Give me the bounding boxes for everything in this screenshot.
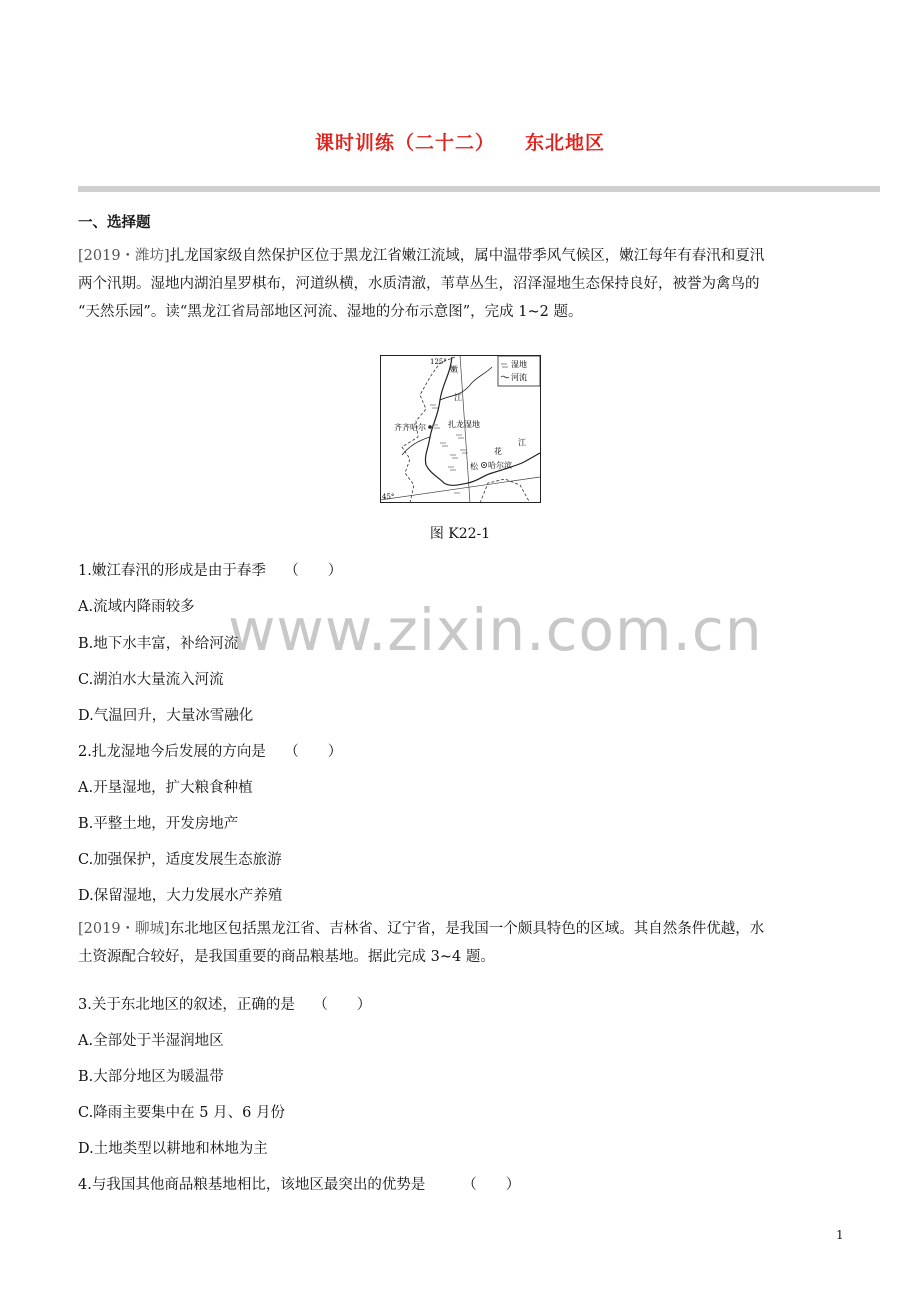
legend-wetland-label: 湿地: [511, 360, 527, 369]
latitude-label: 45°: [382, 493, 395, 501]
q2-option-a: A.开垦湿地，扩大粮食种植: [78, 780, 253, 796]
intro-text: 土资源配合较好，是我国重要的商品粮基地。据此完成 3~4 题。: [78, 949, 495, 965]
page-title: [0, 128, 920, 155]
q1-option-c: C.湖泊水大量流入河流: [78, 672, 224, 688]
q1-option-d: D.气温回升，大量冰雪融化: [78, 708, 254, 724]
question-4-stem: 4.与我国其他商品粮基地相比，该地区最突出的优势是 （ ）: [78, 1177, 521, 1193]
intro-text: 两个汛期。湿地内湖泊星罗棋布，河道纵横，水质清澈，苇草丛生，沼泽湿地生态保持良好，被誉为禽鸟的: [78, 276, 760, 292]
answer-bracket: （ ）: [284, 744, 343, 760]
answer-bracket: （ ）: [313, 997, 372, 1013]
river-char-song: 松: [470, 462, 478, 471]
zhalong-label: 扎龙湿地: [448, 420, 480, 429]
figure-caption: 图 K22-1: [429, 526, 491, 542]
title-main: 课时训练（二十二）: [314, 132, 495, 154]
longitude-label: 125°: [430, 358, 447, 366]
river-char-jiang: 江: [454, 393, 462, 402]
city-qiqihar: 齐齐哈尔: [394, 423, 426, 432]
city-harbin: 哈尔滨: [488, 461, 512, 470]
q1-option-a: A.流域内降雨较多: [78, 599, 195, 615]
section-heading: 一、选择题: [78, 215, 151, 231]
river-char-hua: 花: [494, 447, 502, 456]
intro-text: 扎龙国家级自然保护区位于黑龙江省嫩江流域，属中温带季风气候区，嫩江每年有春汛和夏汛: [169, 248, 765, 264]
q1-option-b: B.地下水丰富，补给河流: [78, 636, 239, 652]
page-number: 1: [836, 1228, 844, 1242]
q3-option-b: B.大部分地区为暖温带: [78, 1069, 224, 1085]
river-char-nen: 嫩: [450, 365, 458, 374]
intro-text: “天然乐园”。读“黑龙江省局部地区河流、湿地的分布示意图”，完成 1~2 题。: [78, 304, 583, 320]
q3-option-a: A.全部处于半湿润地区: [78, 1033, 224, 1049]
intro-paragraph-1: [78, 242, 848, 326]
answer-bracket: （ ）: [284, 563, 343, 579]
intro-paragraph-2: [78, 915, 848, 971]
q3-option-d: D.土地类型以耕地和林地为主: [78, 1141, 268, 1157]
source-tag: [2019・潍坊]: [78, 248, 170, 264]
qiqihar-dot: [428, 425, 432, 429]
answer-bracket: （ ）: [462, 1177, 521, 1193]
title-topic: 东北地区: [525, 132, 606, 154]
q3-option-c: C.降雨主要集中在 5 月、6 月份: [78, 1105, 285, 1121]
intro-text: 东北地区包括黑龙江省、吉林省、辽宁省，是我国一个颇具特色的区域。其自然条件优越，水: [169, 921, 765, 937]
question-1-stem: 1.嫩江春汛的形成是由于春季 （ ）: [78, 563, 343, 579]
legend-river-label: 河流: [511, 373, 527, 382]
question-3-stem: 3.关于东北地区的叙述，正确的是 （ ）: [78, 997, 372, 1013]
q2-option-d: D.保留湿地，大力发展水产养殖: [78, 888, 283, 904]
question-2-stem: 2.扎龙湿地今后发展的方向是 （ ）: [78, 744, 343, 760]
source-tag: [2019・聊城]: [78, 921, 170, 937]
q2-option-c: C.加强保护，适度发展生态旅游: [78, 852, 282, 868]
heilongjiang-map: [380, 355, 541, 503]
river-char-jiang2: 江: [518, 438, 526, 447]
q2-option-b: B.平整土地，开发房地产: [78, 816, 239, 832]
title-divider: [78, 186, 880, 192]
watermark: www.zixin.com.cn: [228, 596, 763, 664]
